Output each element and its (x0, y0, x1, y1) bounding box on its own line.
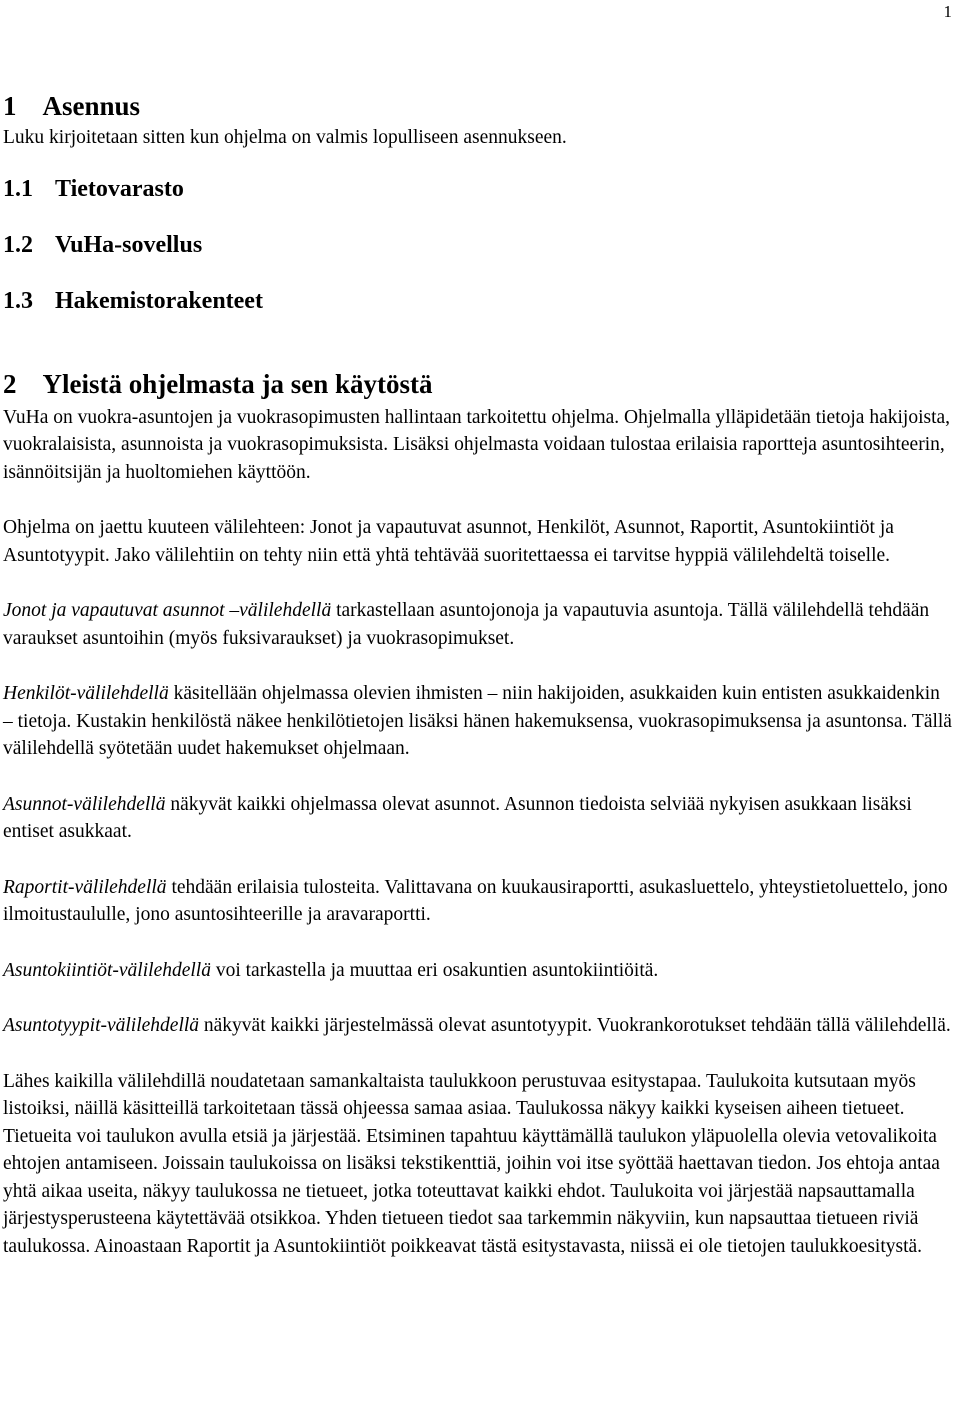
heading-number: 2 (3, 368, 17, 399)
tab-name-tyypit: Asuntotyypit-välilehdellä (3, 1015, 200, 1036)
document-body (3, 88, 953, 1260)
heading-number: 1 (3, 91, 17, 121)
heading-number: 1.2 (3, 231, 33, 258)
paragraph-description: VuHa on vuokra-asuntojen ja vuokrasopimusten hallintaan tarkoitettu ohjelma. Ohjelmalla ylläpidetään tietoja hakijoista, vuokralaisista, asunnoista ja vuokrasopimuksista. Lisäksi ohjelmasta voidaan tulostaa erilaisia raportteja asuntosihteerin, isännöitsijän ja huoltomiehen käyttöön. (3, 406, 951, 483)
page-number: 1 (943, 2, 952, 21)
heading-number: 1.3 (3, 287, 33, 314)
paragraph-raportit (3, 874, 953, 929)
heading-asennus (3, 88, 953, 124)
paragraph-text: tarkastellaan asuntojonoja ja vapautuvia asuntoja. Tällä välilehdellä tehdään varaukset asuntoihin (myös fuksivaraukset) ja vuokrasopimukset. (3, 600, 930, 649)
paragraph-asunnot (3, 791, 953, 846)
heading-tietovarasto (3, 174, 953, 204)
heading-title: Asennus (42, 91, 141, 121)
heading-title: Hakemistorakenteet (55, 287, 263, 314)
paragraph-text: voi tarkastella ja muuttaa eri osakuntien asuntokiintiöitä. (210, 959, 659, 981)
tab-name-henkilot: Henkilöt-välilehdellä (3, 683, 169, 704)
paragraph-text: näkyvät kaikki ohjelmassa olevat asunnot. Asunnon tiedoista selviää nykyisen asukkaan lisäksi entiset asukkaat. (3, 793, 912, 842)
paragraph-text: käsitellään ohjelmassa olevien ihmisten – niin hakijoiden, asukkaiden kuin entisten asukkaidenkin – tietoja. Kustakin henkilöstä näkee henkilötietojen lisäksi hänen hakemuksensa, vuokrasopimuksensa ja asuntonsa. Tällä välilehdellä syötetään uudet hakemukset ohjelmaan. (3, 683, 952, 759)
heading-title: Yleistä ohjelmasta ja sen käytöstä (42, 368, 433, 399)
tab-name-asunnot: Asunnot-välilehdellä (3, 793, 166, 815)
paragraph-text: näkyvät kaikki järjestelmässä olevat asuntotyypit. Vuokrankorotukset tehdään tällä välilehdellä. (199, 1015, 951, 1036)
paragraph-asennus-intro: Luku kirjoitetaan sitten kun ohjelma on valmis lopulliseen asennukseen. (3, 127, 567, 148)
tab-name-raportit: Raportit-välilehdellä (3, 876, 167, 898)
paragraph-henkilot (3, 680, 953, 763)
heading-title: Tietovarasto (55, 175, 184, 202)
heading-number: 1.1 (3, 175, 33, 202)
heading-title: VuHa-sovellus (55, 231, 203, 258)
paragraph-tabs: Ohjelma on jaettu kuuteen välilehteen: Jonot ja vapautuvat asunnot, Henkilöt, Asunnot, Raportit, Asuntokiintiöt ja Asuntotyypit. Jako välilehtiin on tehty niin että yhtä tehtävää suoritettaessa ei tarvitse hyppiä välilehdeltä toiselle. (3, 517, 894, 566)
paragraph-tyypit (3, 1012, 953, 1040)
heading-yleista (3, 366, 953, 402)
heading-hakemistorakenteet (3, 286, 953, 316)
tab-name-kiintiot: Asuntokiintiöt-välilehdellä (3, 959, 211, 981)
paragraph-tables: Lähes kaikilla välilehdillä noudatetaan samankaltaista taulukkoon perustuvaa esitystapaa. Taulukoita kutsutaan myös listoiksi, näillä käsitteillä tarkoitetaan tässä ohjeessa samaa asiaa. Taulukossa näkyy kaikki kyseisen aiheen tietueet. Tietueita voi taulukon avulla etsiä ja järjestää. Etsiminen tapahtuu käyttämällä taulukon yläpuolella olevia vetovalikoita ehtojen antamiseen. Joissain taulukoissa on lisäksi tekstikenttiä, joihin voi itse syöttää haettavan tiedon. Jos ehtoja antaa yhtä aikaa useita, näkyy taulukossa ne tietueet, jotka toteuttavat kaikki ehdot. Taulukoita voi järjestää napsauttamalla järjestysperusteena käytettävää otsikkoa. Yhden tietueen tiedot saa tarkemmin näkyviin, kun napsauttaa tietueen riviä taulukossa. Ainoastaan Raportit ja Asuntokiintiöt poikkeavat tästä esitystavasta, niissä ei ole tietojen taulukkoesitystä. (3, 1070, 940, 1257)
paragraph-jonot (3, 597, 953, 652)
paragraph-text: tehdään erilaisia tulosteita. Valittavana on kuukausiraportti, asukasluettelo, yhteystietoluettelo, jono ilmoitustaululle, jono asuntosihteerille ja aravaraportti. (3, 876, 948, 925)
heading-vuha-sovellus (3, 230, 953, 260)
tab-name-jonot: Jonot ja vapautuvat asunnot –välilehdellä (3, 600, 332, 621)
paragraph-kiintiot (3, 957, 953, 985)
